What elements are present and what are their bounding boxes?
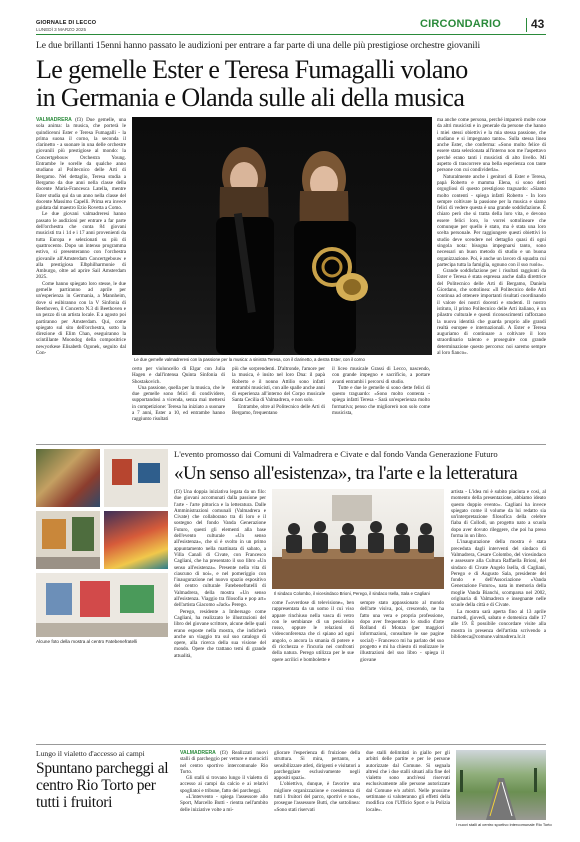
header-divider [526, 18, 527, 32]
article1-title-line2: in Germania e Olanda sulle ali della musica [36, 83, 465, 112]
header-rule [36, 34, 546, 35]
article1-under-col3-p1: il liceo musicale Grassi di Lecco, nascendo, con grande impegno e sacrificio, a portare avanti entrambi i percorsi di studio. [332, 366, 430, 385]
article1-under-col1-p2: Una passione, quella per la musica, che le due gemelle sono felici di condividere, supportandosi a vicenda, senza mai mettersi in competizione: Teresa ha iniziato a suonare a 7 anni, Ester a 10, ed entrambe hanno raggiunto risultati [132, 384, 225, 423]
article1-photo [132, 117, 432, 355]
article2-left-caption: Alcune foto della mostra al centro Fatebenefratelli [36, 639, 138, 644]
article1-under-col2-p2: Entrambe, oltre al Politecnico delle Arti di Bergamo, frequentano [232, 403, 325, 417]
article2-under-col1-p1: come l'«overdose di televisione», ben rappresentata da un uomo il cui viso appare rinchiuso nella vasca di vetro con le sembianze di un pesciolino rosso, oppure le relazioni di videoconferenza che ci spiano ad ogni angolo, o ancora la smania di potere e di ricchezza e l'incuria nei confronti della natura. Perego utilizza per le sue opere acrilici e bombolette e [272, 600, 354, 663]
exhibition-photo-4 [104, 511, 168, 569]
article1-col1-p1: (f3) Due gemelle, una sola anima: la musica, che porterà le quindicenni Ester e Teresa Fumagalli - la prima suona il corno, la seconda il clarinetto - a suonare in una delle orchestre giovanili più prestigiose al mondo: la Concertgebouw Orchestra Young. Entrambe le sorelle da qualche anno studiano al Politecnico delle Arti di Bergamo. Nel dettaglio, Teresa studia a Bergamo da due anni nella classe della docente Maria-Francesca Latella, mentre Ester studia qui da un anno nella classe del docente Massimo Capelli. Prima era invece guidata dal maestro Ezio Rovetta a Como. [36, 117, 126, 212]
article3-col2-p1: gliorare l'esperienza di fruizione della struttura. Si mira, pertanto, a sensibilizzare atleti, dirigenti e visitatori a parcheggiare esclusivamente negli appositi spazi». [274, 750, 360, 782]
masthead: GIORNALE DI LECCO [36, 20, 97, 26]
article3-location: VALMADRERA [180, 750, 216, 756]
article1-col1 [36, 117, 126, 437]
article3-col3 [366, 750, 450, 822]
article3-kicker: Lungo il vialetto d'accesso ai campi [36, 749, 145, 758]
article2-kicker: L'evento promosso dai Comuni di Valmadrera e Civate e dal fondo Vanda Generazione Futuro [174, 449, 498, 459]
article1-under-col2 [232, 366, 325, 438]
article-divider-2 [36, 744, 546, 745]
article2-under-col2 [360, 600, 444, 740]
article1-right-p1: ma anche come persona, perché imparerò molte cose da altri musicisti e in generale da persone che hanno i miei stessi obiettivi e la mia stessa passione, che studiano e si impegnano tanto». Sulla stessa linea anche Ester, che conferma: «Sono molto felice di essere stata selezionata all'interno non me l'aspettavo perché erano tanti i musicisti di alto livello. Mi aspetto di trascorrere una bella esperienza con tante persone con cui condividerla». [437, 117, 546, 174]
article2-photo [272, 489, 444, 589]
article3-col1-p2: Gli stalli si trovano lungo il vialetto di accesso ai campi da calcio e ai relativi spogliatoi e tribune, fatto dei parcheggi. [180, 775, 268, 794]
article3-photo [456, 750, 546, 820]
article1-under-col2-p1: più che sorprendenti. D'altronde, l'amore per la musica, è insito nel loro Dna: il papà Roberto e il nonno Attilio sono infatti entrambi musicisti, con alle spalle anche anni di esperienza all'interno del Corpo musicale Santa Cecilia di Valmadrera, e non solo. [232, 366, 325, 404]
page-number: 43 [531, 17, 545, 31]
article1-under-col1 [132, 366, 225, 438]
article1-under-col1-p1: certo per violoncello di Elgar con Julia Hagen e dall'intensa Quinta Sinfonia di Shostakovich. [132, 366, 225, 385]
speakers-photo-illustration [272, 489, 444, 589]
parking-photo-illustration [456, 750, 546, 820]
article1-col1-p3: Come hanno spiegato loro stesse, le due gemelle partiranno ad aprile per un'esperienza in Germania, a Mannheim, dove si esibiranno con la V Sinfonia di Beethoven, il Concerto N.3 di Beethoven e un pezzo di un artista locale. E a agosto poi partiranno per Amsterdam. Qui, come spiegato sul sito dell'orchestra, sotto la direzione di Elim Chan, eseguiranno la scintillante Moondog della compositrice newyorkese Elisabeth Ogonek, seguito dal Con- [36, 280, 126, 356]
section-name: CIRCONDARIO [420, 18, 502, 30]
article2-under-col2-p1: sempre stato appassionato al mondo dell'arte visiva, poi, crescendo, ne ha fatto una vera e propria professione, dopo aver frequentato lo studio d'arte Rolland di Monza (per maggiori informazioni, consultare le sue pagine social) - Francesco mi ha parlato del suo progetto e mi ha chiesto di realizzare le illustrazioni del suo libro - spiega il giovane [360, 600, 444, 663]
article2-right-p2: L'inaugurazione della mostra è stata preceduta dagli interventi del sindaco di Valmadrera, Cesare Colombo, del vicesindaco e assessore alla Cultura Raffaella Brioni, del sindaco di Civate Angelo Isella, di Cagliani, Perego e di Augusto Sala, presidente del fondo e dell'Associazione «Vanda Generazione Futuro», nata in memoria della moglie Vanda Bianchi, scomparsa nel 2002, originaria di Valmadrera e insegnante nelle scuole della città e di Civate. [451, 539, 546, 609]
article2-col1 [174, 489, 266, 739]
article-divider-1 [36, 444, 546, 445]
exhibition-photo-2 [104, 449, 168, 507]
article2-col1-p2: Perego, residente a Imbersago come Cagliani, ha realizzato le illustrazioni del libro del giovane scrittore, alcune delle quali erano esposte nella mostra, che indicherà anche un viaggio tra sul suo catalogo di opere, alla ricerca della sua visione del mondo. Opere che trattano temi di grande attualità, [174, 608, 266, 659]
article2-right-p3: La mostra sarà aperta fino al 13 aprile martedì, giovedì, sabato e domenica dalle 17 alle 19. È possibile concordare visite alla mostra in presenza dell'artista scrivendo a biblioteca@comune.valmadrera.lc.it [451, 608, 546, 640]
article2-photo-caption: Il sindaco Colombo, il vicesindaco Brioni, Perego, il sindaco Isella, Sala e Cagliani [274, 591, 430, 596]
article3-col2 [274, 750, 360, 822]
article2-col1-p1: (f3) Una doppia iniziativa legata da un filo: due giovani accomunati dalla passione per l'arte - l'arte pittorica e la letteratura. Dalle Amministrazioni comunali (Valmadrera e Civate) che collaborano tra di loro e il sostegno del fondo Vanda Generazione Futuro, questi gli elementi alla base dell'evento culturale «Un senso all'esistenza», che si è svolto in un primo appuntamento nella mattinata di sabato, a Villa Canali di Civate, con Francesco Cagliani, che ha presentato il suo libro «Un senso all'esistenza». Presente nella vita di ciascuno di noi», e nel pomeriggio con l'inaugurazione nel nuovo spazio espositivo del centro culturale Fatebenefratelli di Valmadrera, della mostra «Un senso all'esistenza. Viaggio tra filosofia e pop art» dell'artista Giacomo «Jack» Perego. [174, 489, 266, 609]
article1-right-p3: Grande soddisfazione per i risultati raggiunti da Ester e Teresa è stata espressa anche dalla direttrice del Politecnico delle Arti di Bergamo, Daniela Giordano, che sottolinea: «Il Politecnico delle Arti continua ad ottenere importanti risultati coordinando il valore dei nostri docenti e studenti. Il nostro istituto, il primo Politecnico delle Arti italiano, è un pilastro culturale e questi riconoscimenti rafforzano la nuova identità che guarda proprio alle grandi realtà europee e internazionali. A Ester e Teresa auguriamo di continuare a coltivare il loro straordinario talento e proseguire con grande determinazione questo percorso: noi saremo sempre al loro fianco». [437, 268, 546, 356]
article1-title-line1: Le gemelle Ester e Teresa Fumagalli volano [36, 55, 468, 84]
article1-right-p2: Naturalmente anche i genitori di Ester e Teresa, papà Roberto e mamma Elena, si sono detti orgogliosi di questo prestigioso traguardo: «Siamo molto contenti - spiega infatti Roberto - In loro sempre coltivare la passione per la musica e siamo felici di vedere questa è una grande soddisfazione. È chiaro però che si tratta della loro vita, e devono essere felici loro, lo vorrei sottolineare che comunque per quello è stato, ma è stata una loro scelta personale. Per raggiungere questi obiettivi lo studio deve scendere nel dettaglio quasi di ogni singola nota: bisogna impegnarsi tanto, sono necessari un buon metodo di studio e un buona organizzazione. Poi, è anche un lavoro di squadra cui partecipa tutta la famiglia, ognuno con il suo ruolo». [437, 173, 546, 268]
article1-under-col3-p2: Tutte e due le gemelle si sono dette felici di questo traguardo: «Sono molto contenta - spiega infatti Teresa - Sarà un'esperienza molto formativa; penso che migliorerò non solo come musicista, [332, 384, 430, 417]
article3-col1 [180, 750, 268, 822]
exhibition-photo-1 [36, 449, 100, 507]
article1-kicker: Le due brillanti 15enni hanno passato le audizioni per entrare a far parte di una delle più prestigiose orchestre giovanili [36, 40, 481, 51]
article3-col1-p1: (f3) Realizzati nuovi stalli di parcheggio per vetture e motocicli nel centro sportivo intercomunale Rio Torto. [180, 750, 268, 775]
article1-under-col3 [332, 366, 430, 438]
article2-right-col [451, 489, 546, 741]
article3-photo-caption: I nuovi stalli al centro sportivo intercomunale Rio Torto [456, 822, 552, 827]
exhibition-photo-5 [36, 573, 168, 637]
exhibition-photo-3 [36, 511, 100, 569]
article1-location: VALMADRERA [36, 117, 72, 123]
article2-under-col1 [272, 600, 354, 740]
article2-title: «Un senso all'esistenza», tra l'arte e la letteratura [174, 463, 518, 484]
article3-title: Spuntano parcheggi al centro Rio Torto per tutti i fruitori [36, 760, 169, 811]
article1-col1-p2: Le due giovani valmadreresi hanno passato le audizioni per entrare a far parte dell'orchestra che conta 84 giovani musicisti tra i 14 e i 17 anni provenienti da tutta Europa e selezionati su più di quattrocento. Dopo un intenso programma estivo, si presenteranno con l'orchestra giovanile all'Amsterdam Concertgebouw e alla prestigiosa Elbphilharmonie di Amburgo, oltre ad aprire Sail Amsterdam 2025. [36, 211, 126, 281]
article3-col3-p1: due stalli delimitati in giallo per gli arbitri delle partite e per le persone autorizzate dal Comune. Si segnala altresì che i due stalli situati alla fine del vialetto sono anch'essi riservati esclusivamente alle persone autorizzate dal Comune e/o arbitri. Nelle prossime settimane si valuteranno gli effetti della modifica con l'Ufficio Sport e la Polizia locale». [366, 750, 450, 813]
article2-right-p1: artista - L'idea mi è subito piaciuta e così, al momento della presentazione, abbiamo ideato questo doppio evento». Cagliani ha invece spiegato come il volume da lui redatto sia un'interpretazione filosofica della celebre fiaba di Collodi, un progetto nato a scuola dopo aver dovuto rileggere, che poi ha preso forma in un libro. [451, 489, 546, 540]
twins-photo-illustration [132, 117, 432, 355]
article1-right-col [437, 117, 546, 439]
article3-col2-p2: L'obiettivo, dunque, è favorire una migliore organizzazione e coesistenza di tutti i fruitori del parco, sportivi e non», prosegue l'assessore Butti, che sottolinea: «Sono stati riservati [274, 781, 360, 813]
article3-col1-p3: «L'intervento - spiega l'assessore allo Sport, Marcello Butti - rientra nell'ambito delle iniziative volte a mi- [180, 794, 268, 813]
issue-date: LUNEDÌ 3 MARZO 2025 [36, 27, 87, 32]
article1-photo-caption: Le due gemelle valmadreresi con la passione per la musica: a sinistra Teresa, con il clarinetto, a destra Ester, con il corno [134, 357, 365, 362]
